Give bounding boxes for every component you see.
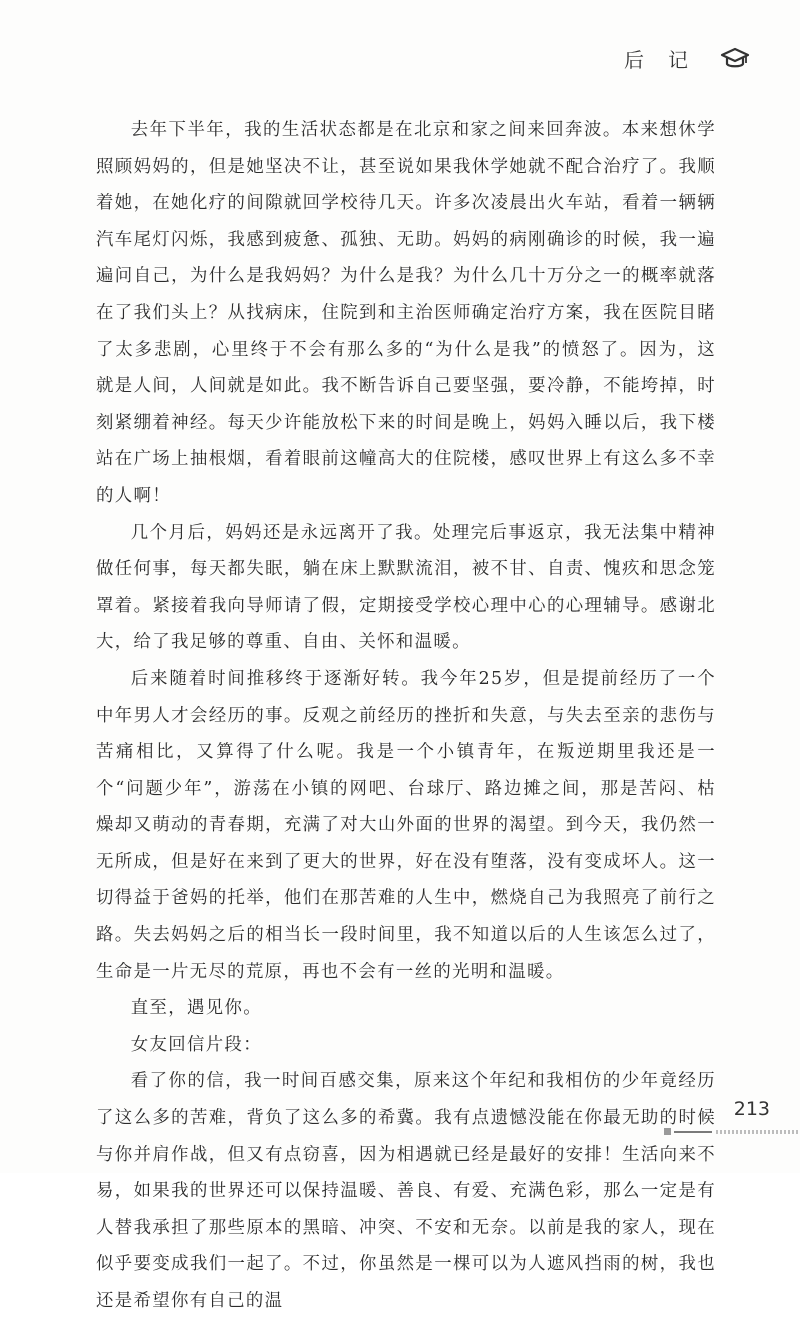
footer-dotted-line [716,1130,800,1134]
running-header [624,44,750,73]
paragraph: 女友回信片段： [130,1034,262,1055]
paragraph: 几个月后，妈妈还是永远离开了我。处理完后事返京，我无法集中精神做任何事，每天都失眠，躺在床上默默流泪，被不甘、自责、愧疚和思念笼罩着。紧接着我向导师请了假，定期接受学校心理中心的心理辅导。感谢北大，给了我足够的尊重、自由、关怀和温暖。 [96,522,716,653]
paragraph: 直至，遇见你。 [130,998,262,1019]
paragraph: 后来随着时间推移终于逐渐好转。我今年25岁，但是提前经历了一个中年男人才会经历的事。反观之前经历的挫折和失意，与失去至亲的悲伤与苦痛相比，又算得了什么呢。我是一个小镇青年，在叛逆期里我还是一个“问题少年”，游荡在小镇的网吧、台球厅、路边摊之间，那是苦闷、枯燥却又萌动的青春期，充满了对大山外面的世界的渴望。到今天，我仍然一无所成，但是好在来到了更大的世界，好在没有堕落，没有变成坏人。这一切得益于爸妈的托举，他们在那苦难的人生中，燃烧自己为我照亮了前行之路。失去妈妈之后的相当长一段时间里，我不知道以后的人生该怎么过了，生命是一片无尽的荒原，再也不会有一丝的光明和温暖。 [96,668,716,982]
footer-line [674,1131,712,1133]
paragraph: 看了你的信，我一时间百感交集，原来这个年纪和我相仿的少年竟经历了这么多的苦难，背负了这么多的希冀。我有点遗憾没能在你最无助的时候与你并肩作战，但又有点窃喜，因为相遇就已经是最好的安排！生活向来不易，如果我的世界还可以保持温暖、善良、有爱、充满色彩，那么一定是有人替我承担了那些原本的黑暗、冲突、不安和无奈。以前是我的家人，现在似乎要变成我们一起了。不过，你虽然是一棵可以为人遮风挡雨的树，我也还是希望你有自己的温 [96,1071,716,1311]
footer-rule [664,1128,800,1134]
body-text [96,112,716,1320]
graduation-cap-icon [720,46,750,72]
paragraph: 去年下半年，我的生活状态都是在北京和家之间来回奔波。本来想休学照顾妈妈的，但是她坚决不让，甚至说如果我休学她就不配合治疗了。我顺着她，在她化疗的间隙就回学校待几天。许多次凌晨出火车站，看着一辆辆汽车尾灯闪烁，我感到疲惫、孤独、无助。妈妈的病刚确诊的时候，我一遍遍问自己，为什么是我妈妈？为什么是我？为什么几十万分之一的概率就落在了我们头上？从找病床，住院到和主治医师确定治疗方案，我在医院目睹了太多悲剧，心里终于不会有那么多的“为什么是我”的愤怒了。因为，这就是人间，人间就是如此。我不断告诉自己要坚强，要冷静，不能垮掉，时刻紧绷着神经。每天少许能放松下来的时间是晚上，妈妈入睡以后，我下楼站在广场上抽根烟，看着眼前这幢高大的住院楼，感叹世界上有这么多不幸的人啊！ [96,120,716,506]
page-number: 213 [733,1098,770,1120]
chapter-title: 后记 [624,48,712,72]
footer-square-ornament [664,1128,671,1135]
